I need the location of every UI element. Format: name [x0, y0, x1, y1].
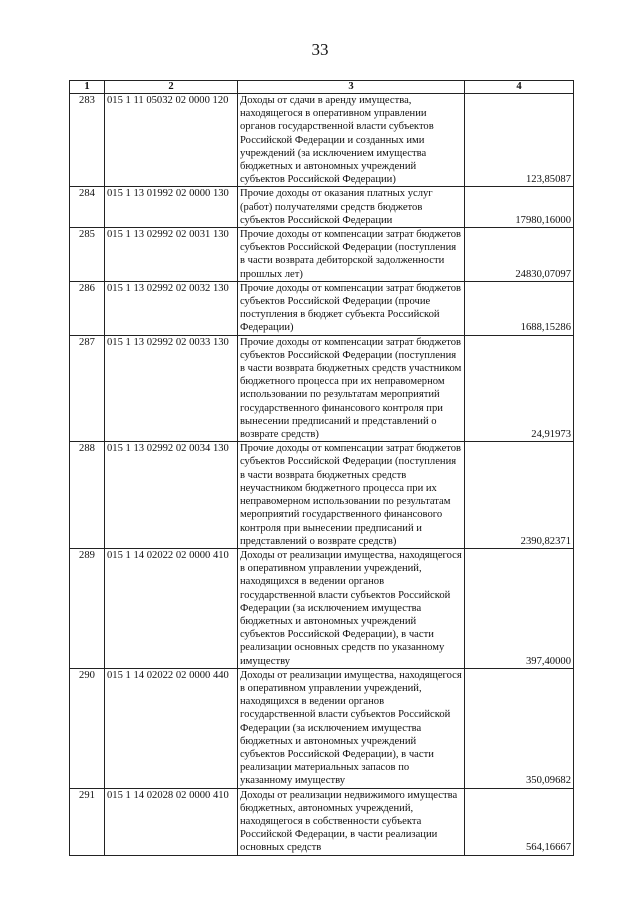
- amount-cell: 17980,16000: [465, 187, 574, 228]
- budget-code-cell: 015 1 13 02992 02 0033 130: [105, 335, 238, 442]
- page-number: 33: [311, 40, 329, 59]
- amount-cell: 24,91973: [465, 335, 574, 442]
- amount-cell: 2390,82371: [465, 442, 574, 549]
- row-number-cell: 286: [70, 281, 105, 335]
- budget-code-cell: 015 1 13 02992 02 0034 130: [105, 442, 238, 549]
- description-cell: Прочие доходы от оказания платных услуг (работ) получателями средств бюджетов субъектов Российской Федерации: [238, 187, 465, 228]
- description-cell: Доходы от сдачи в аренду имущества, находящегося в оперативном управлении органов государственной власти субъектов Российской Федерации и созданных ими учреждений (за исключением имущества бюджетных и автономных учреждений субъектов Российской Федерации): [238, 94, 465, 187]
- column-header-2: 2: [105, 81, 238, 94]
- description-cell: Доходы от реализации имущества, находящегося в оперативном управлении учреждений, находящихся в ведении органов государственной власти субъектов Российской Федерации (за исключением имущества бюджетных и автономных учреждений субъектов Российской Федерации), в части реализации материальных запасов по указанному имуществу: [238, 668, 465, 788]
- description-cell: Прочие доходы от компенсации затрат бюджетов субъектов Российской Федерации (поступления в части возврата бюджетных средств неучастником бюджетного процесса при их неправомерном использовании по результатам мероприятий государственного финансового контроля при вынесении предписаний и представлений о возврате средств): [238, 442, 465, 549]
- budget-code-cell: 015 1 14 02022 02 0000 410: [105, 548, 238, 668]
- row-number-cell: 290: [70, 668, 105, 788]
- budget-code-cell: 015 1 13 01992 02 0000 130: [105, 187, 238, 228]
- column-header-4: 4: [465, 81, 574, 94]
- row-number-cell: 284: [70, 187, 105, 228]
- table-row: [70, 281, 574, 335]
- budget-code-cell: 015 1 11 05032 02 0000 120: [105, 94, 238, 187]
- description-cell: Прочие доходы от компенсации затрат бюджетов субъектов Российской Федерации (поступления в части возврата дебиторской задолженности прошлых лет): [238, 228, 465, 282]
- amount-cell: 564,16667: [465, 788, 574, 855]
- row-number-cell: 285: [70, 228, 105, 282]
- row-number-cell: 287: [70, 335, 105, 442]
- budget-code-cell: 015 1 13 02992 02 0031 130: [105, 228, 238, 282]
- row-number-cell: 289: [70, 548, 105, 668]
- budget-code-cell: 015 1 14 02022 02 0000 440: [105, 668, 238, 788]
- description-cell: Доходы от реализации недвижимого имущества бюджетных, автономных учреждений, находящегося в собственности субъекта Российской Федерации, в части реализации основных средств: [238, 788, 465, 855]
- amount-cell: 24830,07097: [465, 228, 574, 282]
- amount-cell: 350,09682: [465, 668, 574, 788]
- table-row: [70, 228, 574, 282]
- income-table: [69, 80, 574, 856]
- table-row: [70, 94, 574, 187]
- amount-cell: 123,85087: [465, 94, 574, 187]
- table-body: [70, 94, 574, 856]
- row-number-cell: 288: [70, 442, 105, 549]
- amount-cell: 397,40000: [465, 548, 574, 668]
- table-row: [70, 442, 574, 549]
- table-row: [70, 335, 574, 442]
- table-row: [70, 548, 574, 668]
- budget-code-cell: 015 1 13 02992 02 0032 130: [105, 281, 238, 335]
- row-number-cell: 283: [70, 94, 105, 187]
- row-number-cell: 291: [70, 788, 105, 855]
- description-cell: Доходы от реализации имущества, находящегося в оперативном управлении учреждений, находящихся в ведении органов государственной власти субъектов Российской Федерации (за исключением имущества бюджетных и автономных учреждений субъектов Российской Федерации), в части реализации основных средств по указанному имуществу: [238, 548, 465, 668]
- table-row: [70, 788, 574, 855]
- budget-code-cell: 015 1 14 02028 02 0000 410: [105, 788, 238, 855]
- column-header-1: 1: [70, 81, 105, 94]
- description-cell: Прочие доходы от компенсации затрат бюджетов субъектов Российской Федерации (прочие поступления в бюджет субъекта Российской Федерации): [238, 281, 465, 335]
- table-header-row: [70, 81, 574, 94]
- column-header-3: 3: [238, 81, 465, 94]
- description-cell: Прочие доходы от компенсации затрат бюджетов субъектов Российской Федерации (поступления в части возврата бюджетных средств участником бюджетного процесса при их неправомерном использовании по результатам мероприятий государственного финансового контроля при вынесении предписаний и представлений о возврате средств): [238, 335, 465, 442]
- amount-cell: 1688,15286: [465, 281, 574, 335]
- table-row: [70, 668, 574, 788]
- table-row: [70, 187, 574, 228]
